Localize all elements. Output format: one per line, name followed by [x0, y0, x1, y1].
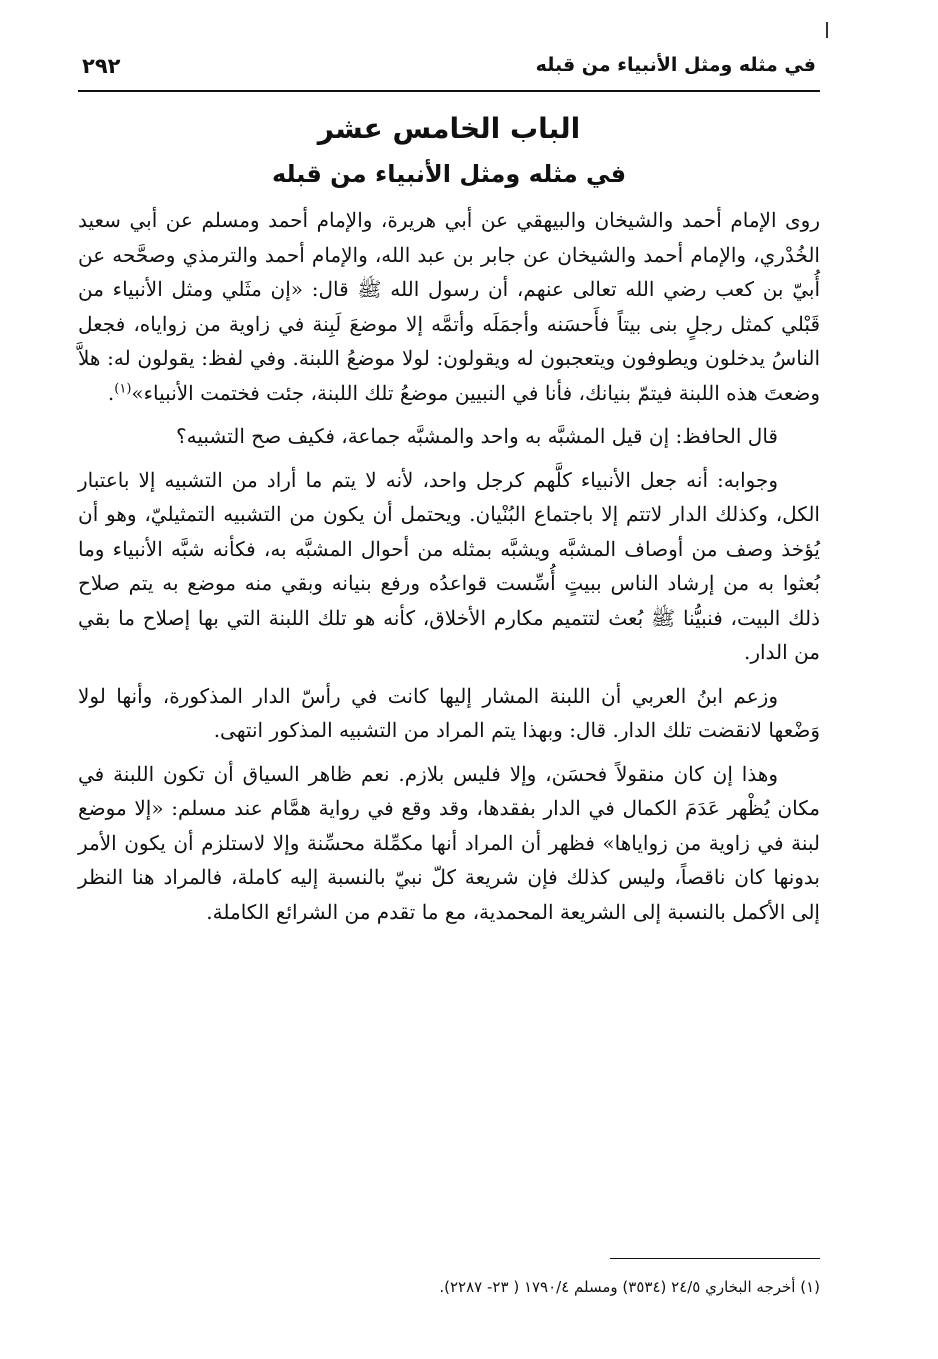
footnote-divider	[610, 1258, 820, 1259]
footnote: (١) أخرجه البخاري ٢٤/٥ (٣٥٣٤) ومسلم ١٧٩٠/٤ ( ٢٣- ٢٢٨٧).	[439, 1278, 820, 1296]
body-text	[78, 203, 820, 938]
page-edge-mark	[826, 22, 828, 38]
chapter-title: الباب الخامس عشر	[317, 112, 581, 145]
chapter-subtitle: في مثله ومثل الأنبياء من قبله	[271, 160, 627, 188]
paragraph-text: روى الإمام أحمد والشيخان والبيهقي عن أبي هريرة، والإمام أحمد ومسلم عن أبي سعيد الخُدْري، والإمام أحمد والشيخان عن جابر بن عبد الله، والإمام أحمد والترمذي وصحَّحه عن أُبيّ بن كعب رضي الله تعالى عنهم، أن رسول الله ﷺ قال: «إن مثَلي ومثل الأنبياء من قَبْلي كمثل رجلٍ بنى بيتاً فأَحسَنه وأجمَلَه وأتمَّه إلا موضعَ لَبِنة في زاوية من زواياه، فجعل الناسُ يدخلون ويطوفون ويتعجبون له ويقولون: لولا موضعُ اللبنة. وفي لفظ: يقولون له: هلاَّ وضعتَ هذه اللبنة فيتمّ بنيانك، فأنا في النبيين موضعُ تلك اللبنة، جئت فختمت الأنبياء»	[78, 208, 821, 405]
paragraph-question: قال الحافظ: إن قيل المشبَّه به واحد والمشبَّه جماعة، فكيف صح التشبيه؟	[176, 424, 778, 448]
paragraph-hadith: روى الإمام أحمد والشيخان والبيهقي عن أبي هريرة، والإمام أحمد ومسلم عن أبي سعيد الخُدْري، والإمام أحمد والشيخان عن جابر بن عبد الله، والإمام أحمد والترمذي وصحَّحه عن أُبيّ بن كعب رضي الله تعالى عنهم، أن رسول الله ﷺ قال: «إن مثَلي ومثل الأنبياء من قَبْلي كمثل رجلٍ بنى بيتاً فأَحسَنه وأجمَلَه وأتمَّه إلا موضعَ لَبِنة في زاوية من زواياه، فجعل الناسُ يدخلون ويطوفون ويتعجبون له ويقولون: لولا موضعُ اللبنة. وفي لفظ: يقولون له: هلاَّ وضعتَ هذه اللبنة فيتمّ بنيانك، فأنا في النبيين موضعُ تلك اللبنة، جئت فختمت الأنبياء»$^{(١)}$.	[78, 208, 821, 405]
page-number: ٢٩٢	[82, 54, 121, 78]
paragraph-answer: وجوابه: أنه جعل الأنبياء كلَّهم كرجل واحد، لأنه لا يتم ما أراد من التشبيه إلا باعتبار الكل، وكذلك الدار لاتتم إلا باجتماع البُنْيان. ويحتمل أن يكون من التشبيه التمثيليّ، وهو أن يُؤخذ وصف من أوصاف المشبَّه ويشبَّه بمثله من أحوال المشبَّه به، فكأنه شبَّه الأنبياء وما بُعثوا به من إرشاد الناس ببيتٍ أُسِّست قواعدُه ورفع بنيانه وبقي منه موضع به يتم صلاح ذلك البيت، فنبيُّنا ﷺ بُعث لتتميم مكارم الأخلاق، كأنه هو تلك اللبنة التي بها إصلاح ما بقي من الدار.	[78, 467, 820, 664]
paragraph-ibn-arabi: وزعم ابنُ العربي أن اللبنة المشار إليها كانت في رأسّ الدار المذكورة، وأنها لولا وَضْعها لانقضت تلك الدار. قال: وبهذا يتم المراد من التشبيه المذكور انتهى.	[78, 683, 820, 742]
footnote-reference: (١)	[114, 380, 132, 396]
paragraph-conclusion: وهذا إن كان منقولاً فحسَن، وإلا فليس بلازم. نعم ظاهر السياق أن تكون اللبنة في مكان يُظْهر عَدَمَ الكمال في الدار بفقدها، وقد وقع في رواية همَّام عند مسلم: «إلا موضع لبنة في زاوية من زواياها» فظهر أن المراد أنها مكمِّلة محسِّنة وإلا لاستلزم أن يكون الأمر بدونها كان ناقصاً، وليس كذلك فإن شريعة كلّ نبيّ بالنسبة إليه كاملة، فالمراد هنا النظر إلى الأكمل بالنسبة إلى الشريعة المحمدية، مع ما تقدم من الشرائع الكاملة.	[78, 761, 820, 924]
running-title: في مثله ومثل الأنبياء من قبله	[535, 54, 816, 76]
running-header	[78, 50, 820, 92]
